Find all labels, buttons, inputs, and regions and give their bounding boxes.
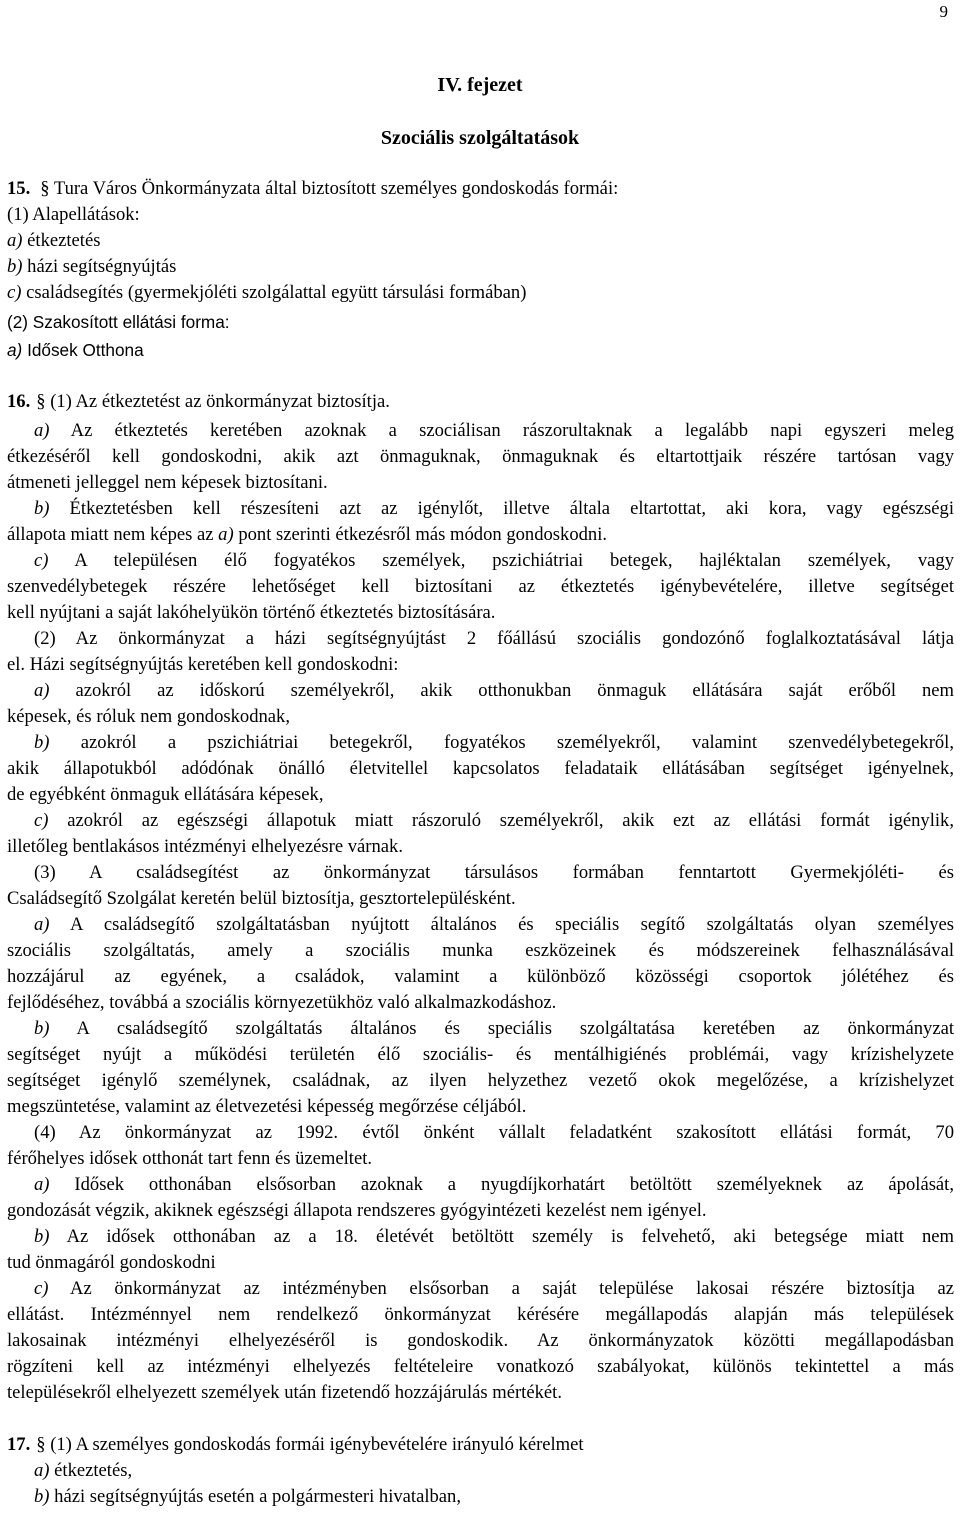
list-item: c) családsegítés (gyermekjóléti szolgálattal együtt társulási formában) [7,282,527,303]
paragraph-line: (2) Szakosított ellátási forma: [7,312,230,332]
paragraph-line: ellátást. Intézménnyel nem rendelkező önkormányzat kérésére megállapodás alapján más települések [7,1304,954,1325]
paragraph-line: (2) Az önkormányzat a házi segítségnyújtást 2 főállású szociális gondozónő foglalkoztatásával látja [34,628,954,649]
paragraph-line: c) Az önkormányzat az intézményben elsősorban a saját települése lakosai részére biztosítja az [34,1278,954,1299]
paragraph-line: szenvedélybetegek részére lehetőséget kell biztosítani az étkeztetés igénybevételére, illetve segítséget [7,576,954,597]
section-title: Szociális szolgáltatások [380,127,580,149]
paragraph-line: segítséget igénylő személynek, családnak, az ilyen helyzethez vezető okok megelőzése, a krízishelyzet [7,1070,954,1091]
section-17-heading: 17. § (1) A személyes gondoskodás formái igénybevételére irányuló kérelmet [7,1434,584,1455]
paragraph-line: fejlődéséhez, továbbá a szociális környezetükhöz való alkalmazkodáshoz. [7,992,557,1013]
section-number: 16. [7,391,31,412]
section-number: 15. [7,178,31,199]
paragraph-line: átmeneti jelleggel nem képesek biztosítani. [7,472,328,493]
paragraph-line: b) Étkeztetésben kell részesíteni azt az igénylőt, illetve általa eltartottat, aki kora, vagy egészségi [34,498,954,519]
paragraph-line: de egyébként önmaguk ellátására képesek, [7,784,324,805]
paragraph-line: c) azokról az egészségi állapotuk miatt rászoruló személyekről, akik ezt az ellátási formát igénylik, [34,810,954,831]
paragraph-line: c) A településen élő fogyatékos személyek, pszichiátriai betegek, hajléktalan személyek, vagy [34,550,954,571]
paragraph-line: b) azokról a pszichiátriai betegekről, fogyatékos személyekről, valamint szenvedélybetegekről, [34,732,954,753]
section-symbol: § [40,178,50,199]
paragraph-line: a) A családsegítő szolgáltatásban nyújtott általános és speciális segítő szolgáltatás olyan személyes [34,914,954,935]
list-item: a) Idősek Otthona [7,340,144,360]
paragraph-line: (4) Az önkormányzat az 1992. évtől önként vállalt feladatként szakosított ellátási formát, 70 [34,1122,954,1143]
paragraph-line: településekről elhelyezett személyek után fizetendő hozzájárulás mértékét. [7,1382,562,1403]
paragraph-line: segítséget nyújt a működési területén élő szociális- és mentálhigiénés problémái, vagy krízishelyzete [7,1044,954,1065]
section-symbol: § [36,1434,46,1455]
paragraph-line: a) Az étkeztetés keretében azoknak a szociálisan rászorultaknak a legalább napi egyszeri meleg [34,420,954,441]
chapter-heading: IV. fejezet [437,74,523,96]
paragraph-line: étkezéséről kell gondoskodni, akik azt önmaguknak, önmaguknak és eltartottjaik részére tartósan vagy [7,446,954,467]
paragraph-line: szociális szolgáltatás, amely a szociális munka eszközeinek és módszereinek felhasználásával [7,940,954,961]
list-item: b) házi segítségnyújtás [7,256,177,277]
list-item: a) étkeztetés [7,230,101,251]
section-number: 17. [7,1434,31,1455]
paragraph-line: gondozását végzik, akiknek egészségi állapota rendszeres gyógyintézeti kezelést nem igényel. [7,1200,707,1221]
paragraph-line: akik állapotukból adódónak önálló életvitellel kapcsolatos feladataik ellátásában segítséget igényelnek, [7,758,954,779]
section-15-intro: 15. § Tura Város Önkormányzata által biztosított személyes gondoskodás formái: [7,178,619,199]
paragraph-line: b) A családsegítő szolgáltatás általános és speciális szolgáltatása keretében az önkormányzat [34,1018,954,1039]
section-16-heading: 16. § (1) Az étkeztetést az önkormányzat biztosítja. [7,391,390,412]
paragraph-line: képesek, és róluk nem gondoskodnak, [7,706,290,727]
paragraph-line: b) Az idősek otthonában az a 18. életévét betöltött személy is felvehető, aki betegsége miatt nem [34,1226,954,1247]
paragraph-line: állapota miatt nem képes az a) pont szerinti étkezésről más módon gondoskodni. [7,524,608,545]
paragraph-line: (1) Alapellátások: [7,204,140,225]
list-item: b) házi segítségnyújtás esetén a polgármesteri hivatalban, [34,1486,462,1507]
paragraph-line: Családsegítő Szolgálat keretén belül biztosítja, gesztortelepülésként. [7,888,516,909]
paragraph-line: illetőleg bentlakásos intézményi elhelyezésre várnak. [7,836,403,857]
paragraph-line: rögzíteni kell az intézményi elhelyezés feltételeire vonatkozó szabályokat, különös tekintettel a más [7,1356,954,1377]
paragraph-line: a) azokról az időskorú személyekről, akik otthonukban önmaguk ellátására saját erőből nem [34,680,954,701]
paragraph-line: férőhelyes idősek otthonát tart fenn és üzemeltet. [7,1148,373,1169]
paragraph-line: (3) A családsegítést az önkormányzat társulásos formában fenntartott Gyermekjóléti- és [34,862,954,883]
paragraph-line: megszüntetése, valamint az életvezetési képesség megőrzése céljából. [7,1096,527,1117]
section-symbol: § [36,391,46,412]
paragraph-line: hozzájárul az egyének, a családok, valamint a különböző közösségi csoportok jólétéhez és [7,966,954,987]
list-item: a) étkeztetés, [34,1460,133,1481]
paragraph-line: kell nyújtani a saját lakóhelyükön történő étkeztetés biztosítására. [7,602,496,623]
paragraph-line: lakosainak intézményi elhelyezéséről is gondoskodik. Az önkormányzatok közötti megállapodásban [7,1330,954,1351]
paragraph-line: tud önmagáról gondoskodni [7,1252,216,1273]
paragraph-line: el. Házi segítségnyújtás keretében kell gondoskodni: [7,654,399,675]
paragraph-line: a) Idősek otthonában elsősorban azoknak a nyugdíjkorhatárt betöltött személyeknek az ápolását, [34,1174,954,1195]
page-number: 9 [939,2,948,21]
